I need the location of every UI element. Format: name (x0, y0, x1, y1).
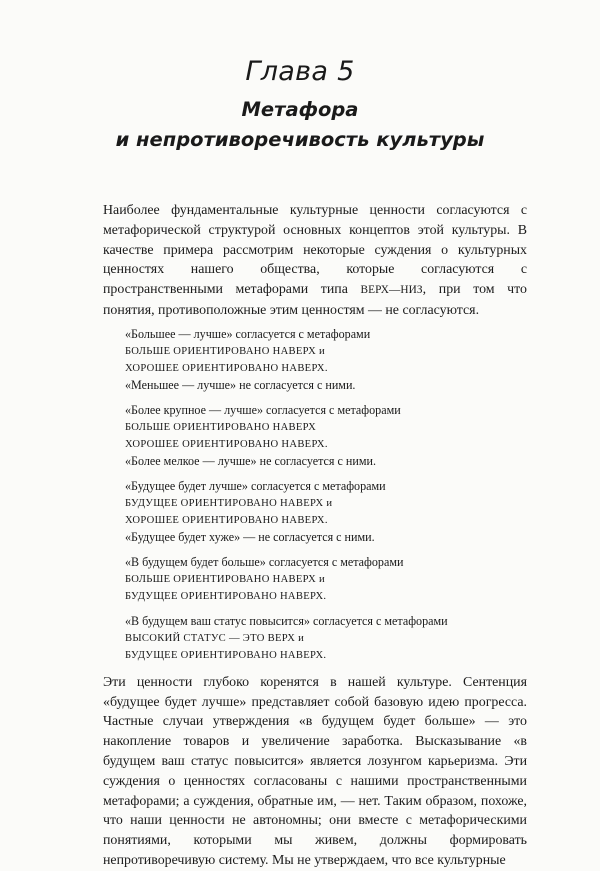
example-3 (125, 478, 527, 546)
example-counter-statement: «Более мелкое — лучше» не согласуется с ними. (125, 453, 376, 468)
example-metaphor: БОЛЬШЕ ОРИЕНТИРОВАНО НАВЕРХ и (125, 345, 325, 357)
example-2 (125, 402, 527, 470)
example-1 (125, 326, 527, 394)
example-metaphor: ВЫСОКИЙ СТАТУС — ЭТО ВЕРХ и (125, 632, 305, 644)
example-counter-statement: «Будущее будет хуже» — не согласуется с ними. (125, 529, 375, 544)
intro-text-part-1: Наиболее фундаментальные культурные ценности согласуются с метафорической структурой основных концептов этой культуры. В качестве примера рассмотрим некоторые суждения о культурных ценностях нашего общества, которые согласуются с пространственными метафорами типа (103, 203, 527, 298)
example-metaphor: БОЛЬШЕ ОРИЕНТИРОВАНО НАВЕРХ и (125, 573, 325, 585)
examples-list (103, 326, 527, 664)
example-5 (125, 613, 527, 664)
example-metaphor: ХОРОШЕЕ ОРИЕНТИРОВАНО НАВЕРХ. (125, 514, 328, 526)
example-metaphor: БУДУЩЕЕ ОРИЕНТИРОВАНО НАВЕРХ. (125, 590, 327, 602)
chapter-title-line-2: и непротиворечивость культуры (115, 128, 485, 151)
chapter-heading: Глава 5 (245, 56, 355, 87)
example-metaphor: БОЛЬШЕ ОРИЕНТИРОВАНО НАВЕРХ (125, 421, 317, 433)
closing-paragraph: Эти ценности глубоко коренятся в нашей культуре. Сентенция «будущее будет лучше» представляет собой базовую идею прогресса. Частные случаи утверждения «в будущем будет больше» — это накопление товаров и увеличение заработка. Высказывание «в будущем ваш статус повысится» является лозунгом карьеризма. Эти суждения о ценностях согласованы с нашими пространственными метафорами; а суждения, обратные им, — нет. Таким образом, похоже, что наши ценности не автономны; они вместе с метафорическими понятиями, которыми мы живем, должны формировать непротиворечивую систему. Мы не утверждаем, что все культурные (103, 674, 527, 868)
chapter-title-line-1: Метафора (241, 98, 359, 121)
example-metaphor: БУДУЩЕЕ ОРИЕНТИРОВАНО НАВЕРХ. (125, 649, 327, 661)
example-statement: «Будущее будет лучше» согласуется с метафорами (125, 478, 386, 493)
example-statement: «Более крупное — лучше» согласуется с метафорами (125, 402, 401, 417)
example-statement: «В будущем ваш статус повысится» согласуется с метафорами (125, 613, 448, 628)
intro-small-caps: ВЕРХ—НИЗ (360, 284, 423, 297)
example-metaphor: БУДУЩЕЕ ОРИЕНТИРОВАНО НАВЕРХ и (125, 497, 333, 509)
example-statement: «В будущем будет больше» согласуется с метафорами (125, 554, 404, 569)
example-metaphor: ХОРОШЕЕ ОРИЕНТИРОВАНО НАВЕРХ. (125, 438, 328, 450)
example-counter-statement: «Меньшее — лучше» не согласуется с ними. (125, 377, 356, 392)
example-statement: «Большее — лучше» согласуется с метафорами (125, 326, 371, 341)
example-metaphor: ХОРОШЕЕ ОРИЕНТИРОВАНО НАВЕРХ. (125, 362, 328, 374)
intro-text-part-2: , при том что понятия, противоположные этим ценностям — не согласуются. (103, 282, 527, 318)
body-text (103, 201, 527, 871)
intro-paragraph (103, 201, 527, 321)
example-4 (125, 554, 527, 605)
